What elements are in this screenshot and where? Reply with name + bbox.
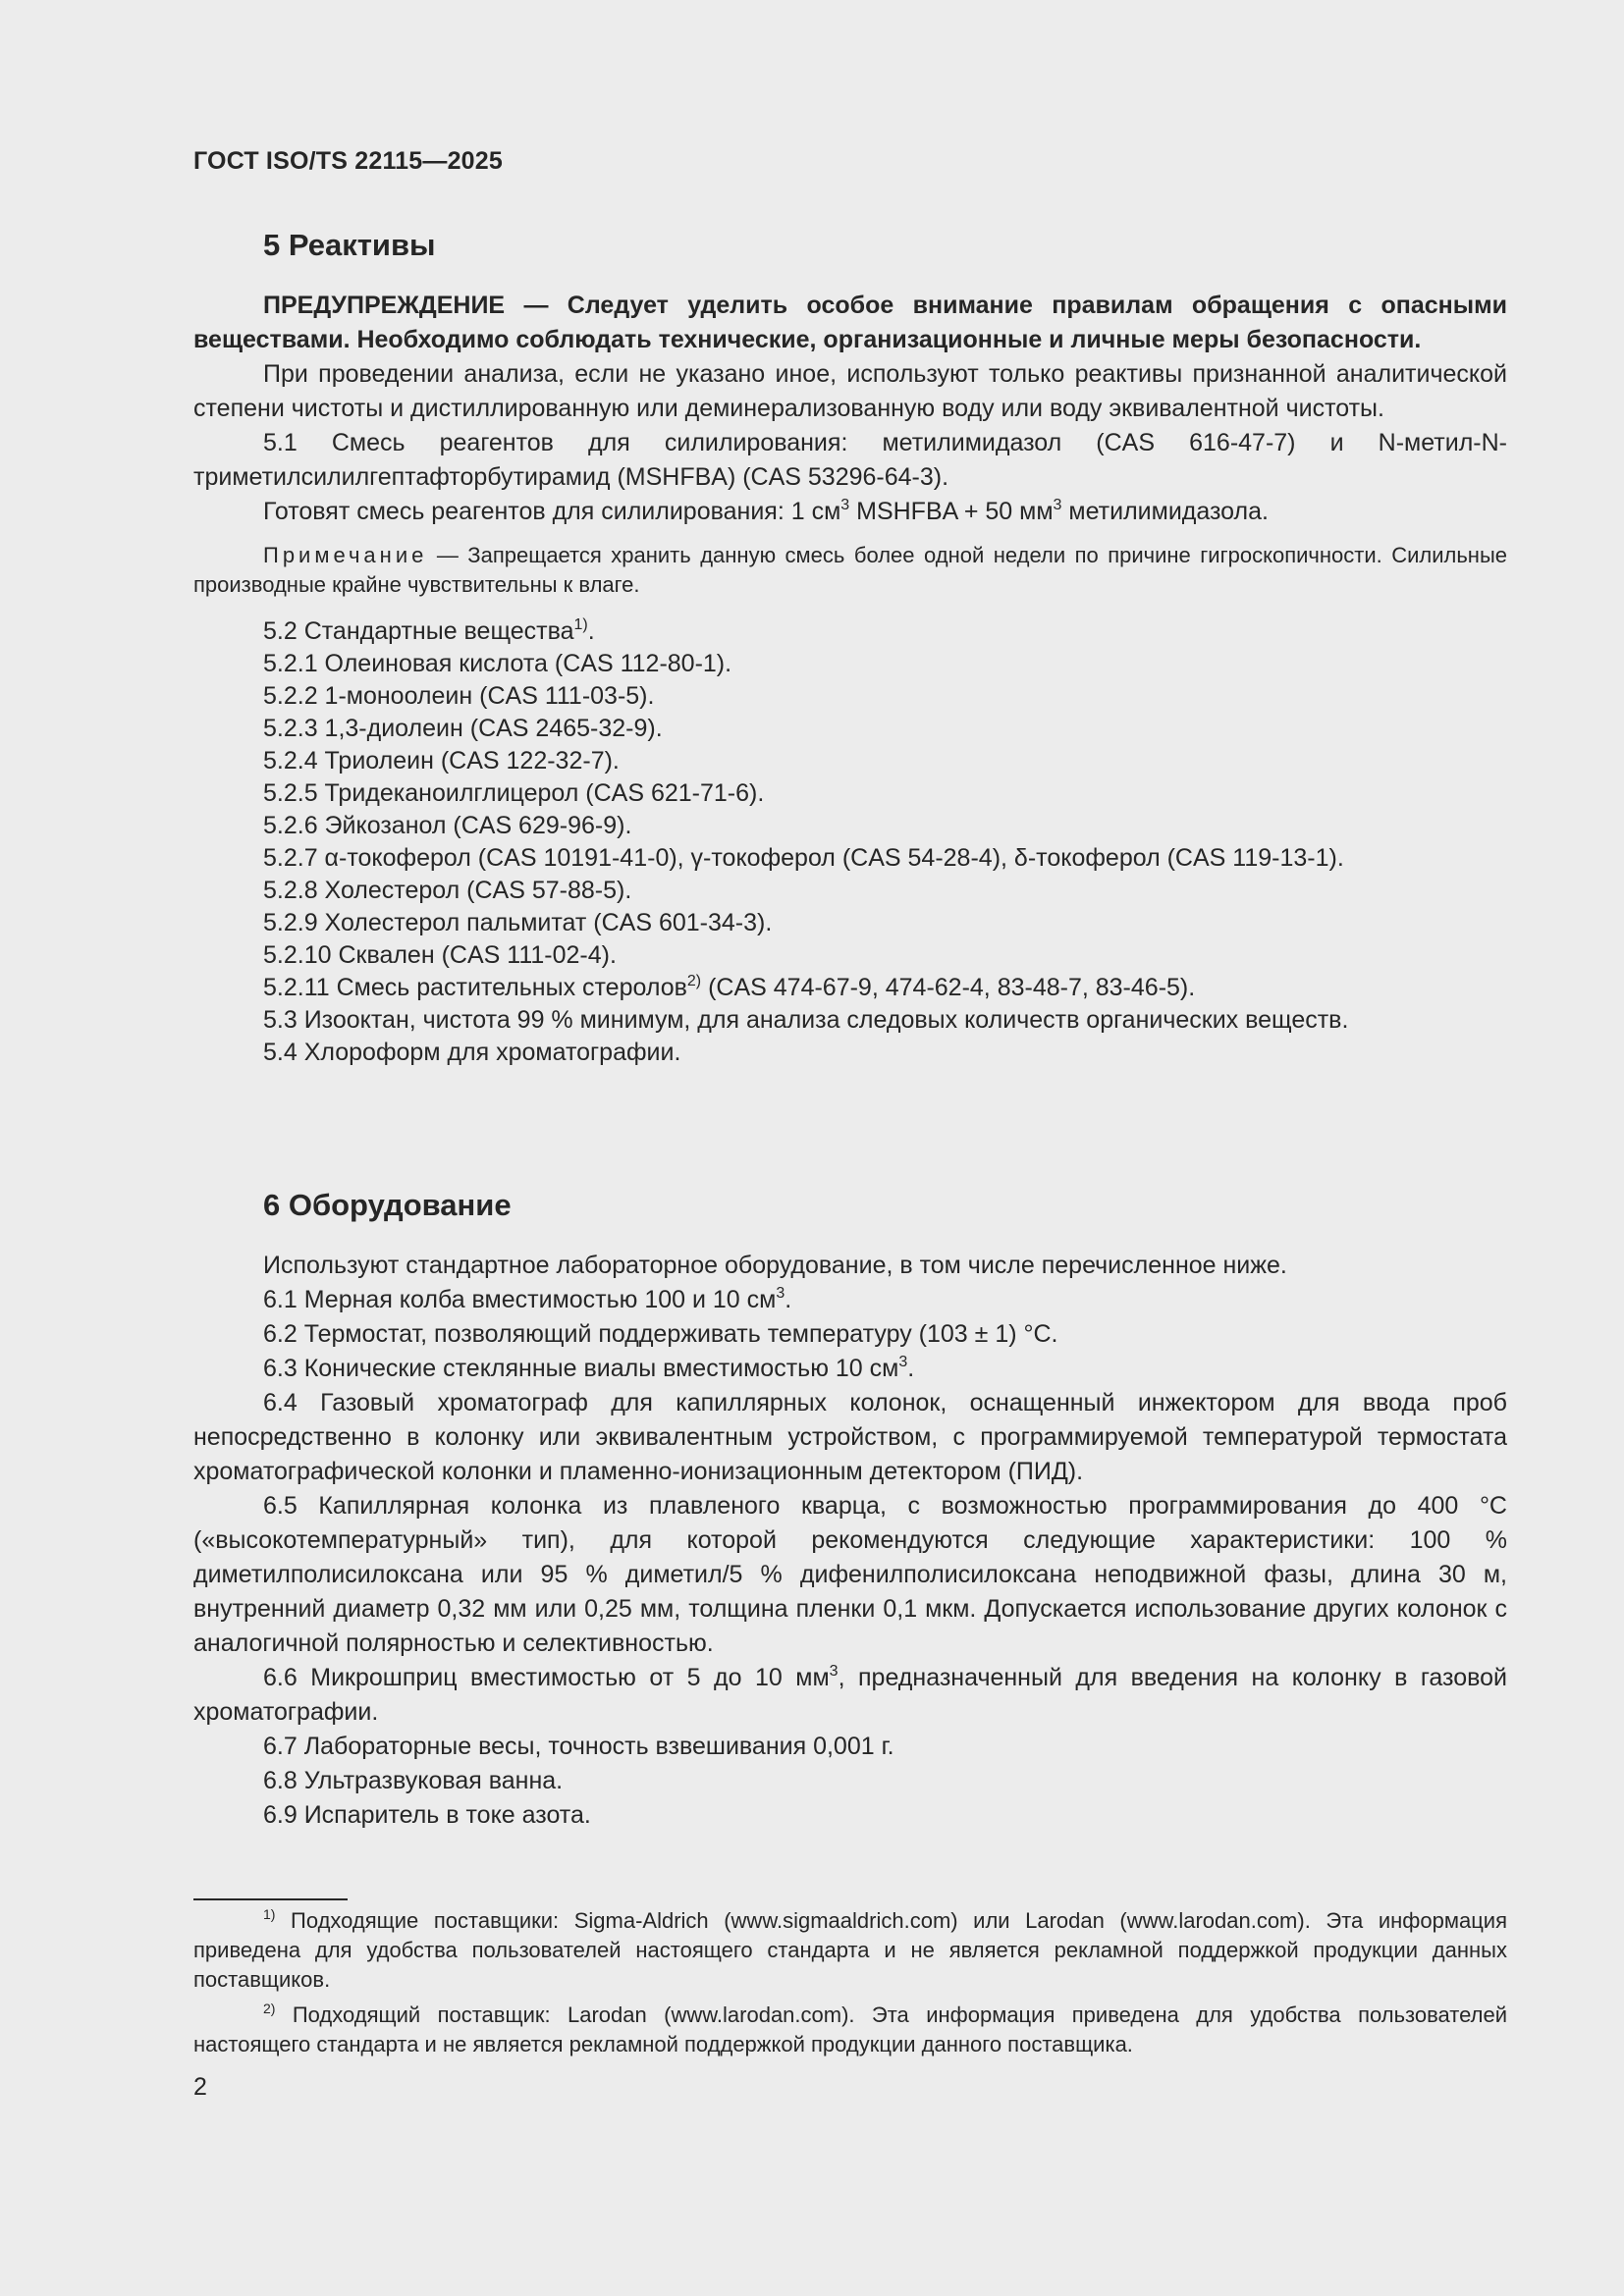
clause-5-1: 5.1 Смесь реагентов для силилирования: метилимидазол (CAS 616-47-7) и N-метил-N-триметилсилилгептафторбутирамид (MSHFBA) (CAS 53296-64-3). (193, 429, 1507, 491)
section-6-title: 6 Оборудование (263, 1188, 512, 1222)
page-number: 2 (193, 2073, 207, 2101)
clause-5-2-11: 5.2.11 Смесь растительных стеролов$^{2)}$ (CAS 474-67-9, 474-62-4, 83-48-7, 83-46-5). (263, 973, 1196, 1001)
clause-6-9: 6.9 Испаритель в токе азота. (263, 1801, 591, 1829)
footnote-2: $^{2)}$ Подходящий поставщик: Larodan (www.larodan.com). Эта информация приведена для удобства пользователей настоящего стандарта и не является рекламной поддержкой продукции данного поставщика. (193, 2001, 1507, 2056)
clause-6-6: 6.6 Микрошприц вместимостью от 5 до 10 $мм^3$, предназначенный для введения на колонку в газовой хроматографии. (193, 1663, 1507, 1726)
clause-6-5: 6.5 Капиллярная колонка из плавленого кварца, с возможностью программирования до 400 °С («высокотемпературный» тип), для которой рекомендуются следующие характеристики: 100 % диметилполисилоксана или 95 % диметил/5 % дифенилполисилоксана неподвижной фазы, длина 30 м, внутренний диаметр 0,32 мм или 0,25 мм, толщина пленки 0,1 мкм. Допускается использование других колонок с аналогичной полярностью и селективностью. (193, 1492, 1507, 1657)
list-item: 5.2.8 Холестерол (CAS 57-88-5). (263, 877, 632, 904)
clause-5-3: 5.3 Изооктан, чистота 99 % минимум, для анализа следовых количеств органических веществ. (263, 1006, 1349, 1034)
clause-6-2: 6.2 Термостат, позволяющий поддерживать температуру (103 ± 1) °С. (263, 1320, 1058, 1348)
footnote-divider (193, 1898, 348, 1900)
section-6-body (193, 1249, 1507, 1833)
list-item: 5.2.1 Олеиновая кислота (CAS 112-80-1). (263, 650, 732, 677)
list-item: 5.2.5 Тридеканоилглицерол (CAS 621-71-6). (263, 779, 765, 807)
clause-6-3: 6.3 Конические стеклянные виалы вместимостью 10 $см^3$. (263, 1354, 915, 1382)
list-item: 5.2.9 Холестерол пальмитат (CAS 601-34-3). (263, 909, 773, 936)
clause-6-4: 6.4 Газовый хроматограф для капиллярных колонок, оснащенный инжектором для ввода проб непосредственно в колонку или эквивалентным устройством, с программируемой температурой термостата хроматографической колонки и пламенно-ионизационным детектором (ПИД). (193, 1389, 1507, 1485)
footnote-1: $^{1)}$ Подходящие поставщики: Sigma-Aldrich (www.sigmaaldrich.com) или Larodan (www.larodan.com). Эта информация приведена для удобства пользователей настоящего стандарта и не является рекламной поддержкой продукции данных поставщиков. (193, 1906, 1507, 1992)
section-5-title: 5 Реактивы (263, 228, 436, 262)
clause-5-1-preparation: Готовят смесь реагентов для силилирования: 1 $см^3$ MSHFBA + 50 $мм^3$ метилимидазола. (263, 497, 1269, 525)
clause-6-8: 6.8 Ультразвуковая ванна. (263, 1767, 564, 1794)
clause-6-7: 6.7 Лабораторные весы, точность взвешивания 0,001 г. (263, 1733, 894, 1760)
section-5-body (193, 289, 1507, 1069)
list-item: 5.2.10 Сквален (CAS 111-02-4). (263, 941, 617, 969)
reagents-intro-paragraph: При проведении анализа, если не указано иное, используют только реактивы признанной аналитической степени чистоты и дистиллированную или деминерализованную воду или воду эквивалентной чистоты. (193, 360, 1507, 422)
list-item: 5.2.3 1,3-диолеин (CAS 2465-32-9). (263, 715, 663, 742)
warning-paragraph: ПРЕДУПРЕЖДЕНИЕ — Следует уделить особое внимание правилам обращения с опасными веществами. Необходимо соблюдать технические, организационные и личные меры безопасности. (193, 292, 1507, 353)
footnotes (193, 1906, 1507, 2059)
list-item: 5.2.2 1-моноолеин (CAS 111-03-5). (263, 682, 655, 710)
note-label: Примечание (263, 543, 428, 567)
note-paragraph: Примечание — Запрещается хранить данную смесь более одной недели по причине гигроскопичности. Силильные производные крайне чувствительны к влаге. (193, 543, 1507, 597)
clause-6-1: 6.1 Мерная колба вместимостью 100 и 10 $см^3$. (263, 1285, 792, 1313)
list-item: 5.2.6 Эйкозанол (CAS 629-96-9). (263, 812, 632, 839)
clause-5-2: 5.2 Стандартные вещества$^{1)}$. (263, 616, 595, 645)
document-header: ГОСТ ISO/TS 22115—2025 (193, 147, 503, 175)
clause-5-4: 5.4 Хлороформ для хроматографии. (263, 1039, 681, 1066)
list-item: 5.2.4 Триолеин (CAS 122-32-7). (263, 747, 620, 774)
equipment-intro: Используют стандартное лабораторное оборудование, в том числе перечисленное ниже. (263, 1252, 1287, 1279)
list-item: 5.2.7 α-токоферол (CAS 10191-41-0), γ-токоферол (CAS 54-28-4), δ-токоферол (CAS 119-13-1). (263, 844, 1344, 872)
